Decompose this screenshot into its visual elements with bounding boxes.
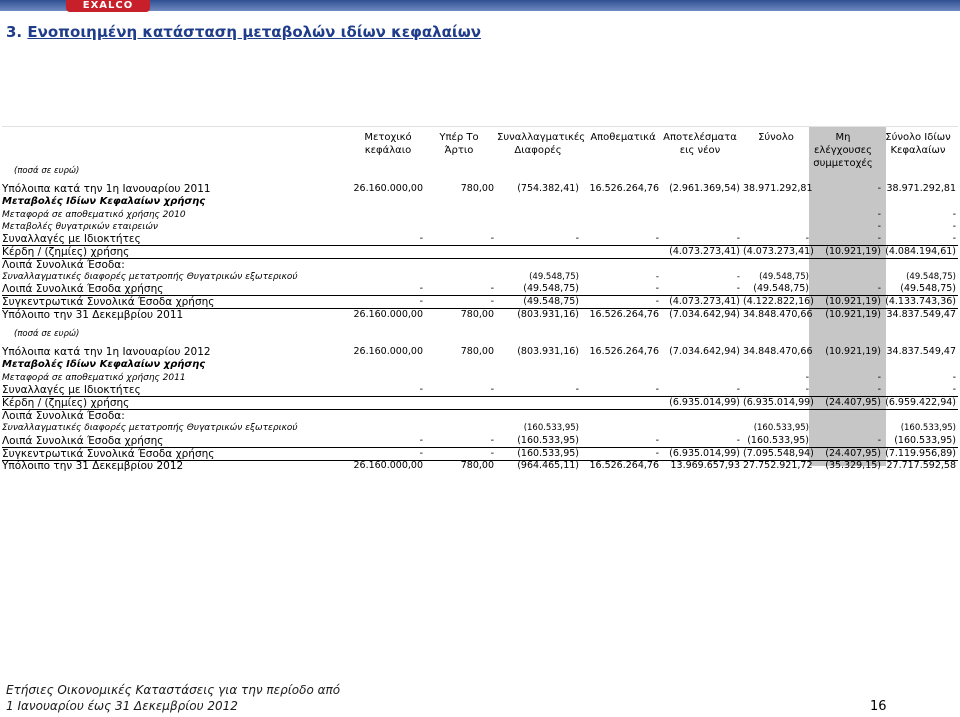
row-label: Λοιπά Συνολικά Έσοδα:: [2, 259, 125, 271]
table-cell: (160.533,95): [517, 448, 579, 459]
table-cell: (10.921,19): [825, 346, 881, 357]
row-label: Κέρδη / (ζημίες) χρήσης: [2, 397, 130, 409]
row-label: (ποσά σε ευρώ): [14, 166, 80, 176]
row-label: Υπόλοιπο την 31 Δεκεμβρίου 2012: [2, 460, 184, 472]
table-cell: 13.969.657,93: [670, 460, 740, 471]
table-cell: (4.122.822,16): [743, 296, 814, 307]
table-cell: -: [490, 283, 494, 294]
table-cell: -: [575, 233, 579, 244]
row-label: Μεταφορά σε αποθεματικό χρήσης 2011: [2, 373, 186, 383]
column-header: Μετοχικό κεφάλαιο: [364, 132, 412, 156]
table-cell: (7.119.956,89): [885, 448, 956, 459]
table-cell: (754.382,41): [517, 183, 579, 194]
row-label: Μεταβολές Ιδίων Κεφαλαίων χρήσης: [2, 196, 206, 207]
table-cell: -: [952, 233, 956, 244]
table-row: [2, 271, 958, 283]
column-header: Υπέρ Το Άρτιο: [439, 132, 479, 156]
page-number: 16: [870, 699, 887, 714]
table-cell: -: [952, 384, 956, 395]
table-cell: (6.959.422,94): [885, 397, 956, 408]
table-cell: (160.533,95): [900, 423, 956, 433]
column-header: Σύνολο Ιδίων Κεφαλαίων: [885, 132, 951, 156]
table-cell: -: [877, 233, 881, 244]
table-cell: -: [655, 296, 659, 307]
table-cell: (49.548,75): [523, 283, 579, 294]
row-label: Υπόλοιπα κατά την 1η Ιανουαρίου 2012: [2, 346, 211, 358]
table-cell: -: [736, 272, 740, 282]
row-label: Μεταφορά σε αποθεματικό χρήσης 2010: [2, 210, 186, 220]
table-cell: 34.848.470,66: [743, 309, 813, 320]
table-row: [2, 209, 958, 221]
table-cell: (160.533,95): [523, 423, 579, 433]
table-row: [2, 397, 958, 409]
table-row: [2, 359, 958, 371]
table-cell: (7.034.642,94): [669, 346, 740, 357]
table-row: [2, 296, 958, 308]
table-cell: -: [877, 372, 881, 383]
row-label: Λοιπά Συνολικά Έσοδα χρήσης: [2, 435, 164, 447]
table-cell: (2.961.369,54): [669, 183, 740, 194]
table-row: [2, 309, 958, 321]
table-cell: (10.921,19): [825, 296, 881, 307]
row-label: Συναλλαγές με Ιδιοκτήτες: [2, 384, 141, 396]
table-cell: -: [655, 448, 659, 459]
table-cell: -: [490, 448, 494, 459]
table-cell: (49.548,75): [523, 296, 579, 307]
table-cell: -: [736, 283, 740, 294]
table-cell: 34.848.470,66: [743, 346, 813, 357]
table-cell: -: [877, 221, 881, 232]
table-cell: (49.548,75): [759, 272, 809, 282]
table-cell: 16.526.264,76: [589, 346, 659, 357]
table-cell: -: [655, 384, 659, 395]
table-cell: (160.533,95): [747, 435, 809, 446]
table-cell: -: [736, 435, 740, 446]
table-cell: -: [419, 283, 423, 294]
table-cell: -: [419, 233, 423, 244]
table-cell: -: [575, 384, 579, 395]
row-label: Λοιπά Συνολικά Έσοδα χρήσης: [2, 283, 164, 295]
table-cell: (160.533,95): [894, 435, 956, 446]
table-cell: (49.548,75): [753, 283, 809, 294]
table-row: [2, 165, 958, 177]
row-label: Μεταβολές Ιδίων Κεφαλαίων χρήσης: [2, 359, 206, 370]
table-cell: (49.548,75): [900, 283, 956, 294]
column-header: Μη ελέγχουσες συμμετοχές: [813, 132, 873, 169]
table-row: [2, 448, 958, 460]
table-cell: -: [877, 283, 881, 294]
table-cell: (160.533,95): [753, 423, 809, 433]
table-cell: 34.837.549,47: [886, 309, 956, 320]
table-row: [2, 372, 958, 384]
table-cell: 16.526.264,76: [589, 183, 659, 194]
table-cell: (6.935.014,99): [669, 448, 740, 459]
table-cell: -: [419, 384, 423, 395]
footer-line-2: 1 Ιανουαρίου έως 31 Δεκεμβρίου 2012: [6, 699, 238, 713]
table-cell: 27.717.592,58: [886, 460, 956, 471]
table-cell: -: [655, 283, 659, 294]
row-label: Συγκεντρωτικά Συνολικά Έσοδα χρήσης: [2, 448, 215, 460]
table-cell: (6.935.014,99): [669, 397, 740, 408]
table-row: [2, 196, 958, 208]
table-cell: -: [877, 435, 881, 446]
table-cell: 26.160.000,00: [353, 460, 423, 471]
table-cell: (7.095.548,94): [743, 448, 814, 459]
table-cell: -: [877, 384, 881, 395]
table-cell: (4.084.194,61): [885, 246, 956, 257]
table-cell: (35.329,15): [825, 460, 881, 471]
table-cell: 780,00: [460, 460, 494, 471]
table-cell: (24.407,95): [825, 448, 881, 459]
table-cell: 780,00: [460, 309, 494, 320]
table-cell: (964.465,11): [517, 460, 579, 471]
table-cell: (10.921,19): [825, 246, 881, 257]
table-cell: 38.971.292,81: [743, 183, 813, 194]
row-label: Κέρδη / (ζημίες) χρήσης: [2, 246, 130, 258]
table-cell: (4.133.743,36): [885, 296, 956, 307]
table-cell: (49.548,75): [529, 272, 579, 282]
table-cell: -: [805, 372, 809, 383]
table-cell: -: [805, 233, 809, 244]
table-cell: 780,00: [460, 346, 494, 357]
row-label: Υπόλοιπο την 31 Δεκεμβρίου 2011: [2, 309, 184, 321]
table-row: [2, 460, 958, 472]
table-row: [2, 221, 958, 233]
table-row: [2, 384, 958, 396]
column-header: Αποθεματικά: [590, 132, 656, 143]
company-logo: EXALCO: [66, 0, 150, 12]
table-row: [2, 328, 958, 340]
table-cell: 27.752.921,72: [743, 460, 813, 471]
table-cell: -: [490, 384, 494, 395]
table-cell: -: [805, 384, 809, 395]
row-label: Λοιπά Συνολικά Έσοδα:: [2, 410, 125, 422]
table-cell: -: [419, 448, 423, 459]
equity-changes-table: [2, 126, 958, 472]
section-title: Ενοποιημένη κατάσταση μεταβολών ιδίων κεφαλαίων: [27, 23, 482, 41]
column-header: Σύνολο: [758, 132, 794, 143]
column-header: Συναλλαγματικές Διαφορές: [497, 132, 586, 156]
table-cell: -: [490, 435, 494, 446]
row-label: Συναλλαγματικές διαφορές μετατροπής Θυγατρικών εξωτερικού: [2, 423, 298, 433]
table-cell: (10.921,19): [825, 309, 881, 320]
table-cell: 780,00: [460, 183, 494, 194]
table-cell: 16.526.264,76: [589, 309, 659, 320]
table-cell: -: [419, 435, 423, 446]
row-label: Μεταβολές θυγατρικών εταιρειών: [2, 222, 158, 232]
table-cell: 26.160.000,00: [353, 346, 423, 357]
table-cell: -: [736, 233, 740, 244]
table-row: [2, 246, 958, 258]
row-label: Συγκεντρωτικά Συνολικά Έσοδα χρήσης: [2, 296, 215, 308]
table-cell: -: [655, 435, 659, 446]
table-row: [2, 422, 958, 434]
table-cell: -: [736, 384, 740, 395]
table-cell: (49.548,75): [906, 272, 956, 282]
table-cell: -: [877, 183, 881, 194]
table-cell: (160.533,95): [517, 435, 579, 446]
table-row: [2, 259, 958, 271]
row-label: Υπόλοιπα κατά την 1η Ιανουαρίου 2011: [2, 183, 211, 195]
table-cell: (6.935.014,99): [743, 397, 814, 408]
row-label: (ποσά σε ευρώ): [14, 329, 80, 339]
table-cell: -: [877, 209, 881, 220]
table-cell: -: [655, 272, 659, 282]
table-cell: (4.073.273,41): [743, 246, 814, 257]
column-header: Αποτελέσματα εις νέον: [663, 132, 737, 156]
table-cell: (803.931,16): [517, 346, 579, 357]
table-cell: (4.073.273,41): [669, 246, 740, 257]
page-title: [6, 23, 481, 41]
table-cell: 38.971.292,81: [886, 183, 956, 194]
row-label: Συναλλαγματικές διαφορές μετατροπής Θυγατρικών εξωτερικού: [2, 272, 298, 282]
table-cell: -: [490, 296, 494, 307]
table-cell: -: [490, 233, 494, 244]
table-row: [2, 183, 958, 195]
table-cell: (4.073.273,41): [669, 296, 740, 307]
table-cell: -: [952, 221, 956, 232]
table-cell: 26.160.000,00: [353, 183, 423, 194]
footer-line-1: Ετήσιες Οικονομικές Καταστάσεις για την περίοδο από: [6, 683, 341, 697]
table-cell: -: [419, 296, 423, 307]
table-row: [2, 435, 958, 447]
table-cell: (7.034.642,94): [669, 309, 740, 320]
table-cell: 34.837.549,47: [886, 346, 956, 357]
table-cell: -: [655, 233, 659, 244]
table-row: [2, 410, 958, 422]
table-cell: -: [952, 209, 956, 220]
section-number: 3.: [6, 23, 23, 41]
table-row: [2, 346, 958, 358]
table-cell: (24.407,95): [825, 397, 881, 408]
table-row: [2, 283, 958, 295]
table-row: [2, 233, 958, 245]
table-cell: 26.160.000,00: [353, 309, 423, 320]
table-cell: (803.931,16): [517, 309, 579, 320]
table-cell: -: [952, 372, 956, 383]
table-cell: 16.526.264,76: [589, 460, 659, 471]
row-label: Συναλλαγές με Ιδιοκτήτες: [2, 233, 141, 245]
